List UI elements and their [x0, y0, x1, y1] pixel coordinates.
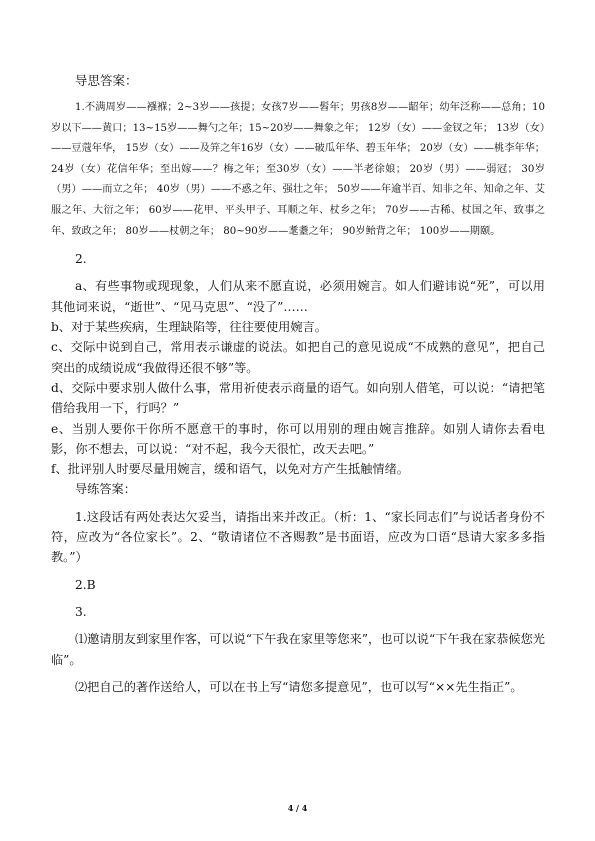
practice-3-label: 3. — [75, 604, 87, 619]
practice-2: 2.B — [75, 577, 96, 592]
answer-2-label: 2. — [75, 252, 87, 267]
answer-1-age-terms: 1.不满周岁——襁褓；2~3岁——孩提；女孩7岁——髫年；男孩8岁——龆年；幼年泛称——总角；10岁以下——黄口；13~15岁——舞勺之年；15~20岁——舞象之年； 12岁（女）——金钗之年； 13岁（女）——豆蔻年华， 15岁（女）——及笄之年16岁（女）——破瓜年华、碧玉年华； 20岁（女）——桃李年华； 24岁（女）花信年华；至出嫁——？梅之年；至30岁（女）——半老徐娘； 20岁（男）——弱冠； 30岁（男）——而立之年； 40岁（男）——不惑之年、强壮之年； 50岁——年逾半百、知非之年、知命之年、艾服之年、大衍之年； 60岁——花甲、平头甲子、耳顺之年、杖乡之年； 70岁——古稀、杖国之年、致事之年、致政之年； 80岁——杖朝之年； 80~90岁——耄耋之年； 90岁鲐背之年； 100岁——期颐。 — [51, 102, 545, 237]
document-body — [51, 70, 545, 697]
point-f: f、批评别人时要尽量用婉言，缓和语气，以免对方产生抵触情绪。 — [51, 462, 409, 477]
practice-heading: 导练答案： — [75, 482, 136, 497]
practice-3-item-2: ⑵把自己的著作送给人，可以在书上写“请您多提意见”，也可以写“××先生指正”。 — [75, 679, 523, 694]
spacer — [51, 622, 545, 629]
spacer — [51, 269, 545, 276]
point-d: d、交际中要求别人做什么事，常用祈使表示商量的语气。如向别人借笔，可以说：“请把笔借给我用一下，行吗？” — [51, 380, 545, 416]
point-e: e、当别人要你干你所不愿意干的事时，你可以用别的理由婉言推辞。如别人请你去看电影，你不想去，可以说：“对不起，我今天很忙，改天去吧。” — [51, 421, 545, 456]
spacer — [51, 670, 545, 677]
practice-1: 1.这段话有两处表达欠妥当，请指出来并改正。（析：1、“家长同志们”与说话者身份不符，应改为“各位家长”。2、“敬请诸位不吝赐教”是书面语，应改为口语“恳请大家多多指教。”） — [51, 509, 545, 565]
guide-heading: 导思答案： — [75, 73, 138, 88]
spacer — [51, 242, 545, 249]
spacer — [51, 500, 545, 507]
practice-3-item-1: ⑴邀请朋友到家里作客，可以说“下午我在家里等您来”，也可以说“下午我在家恭候您光临”。 — [51, 632, 545, 667]
page-number: 4 / 4 — [287, 803, 308, 813]
point-c: c、交际中说到自己，常用表示谦虚的说法。如把自己的意见说成“不成熟的意见”，把自己突出的成绩说成“我做得还很不够”等。 — [51, 340, 545, 375]
spacer — [51, 595, 545, 602]
point-b: b、对于某些疾病，生理缺陷等，往往要使用婉言。 — [51, 320, 327, 335]
point-a: a、有些事物或现现象，人们从来不愿直说，必须用婉言。如人们避讳说“死”，可以用其他词来说，“逝世”、“见马克思”、“没了”…… — [51, 279, 545, 314]
spacer — [51, 568, 545, 575]
